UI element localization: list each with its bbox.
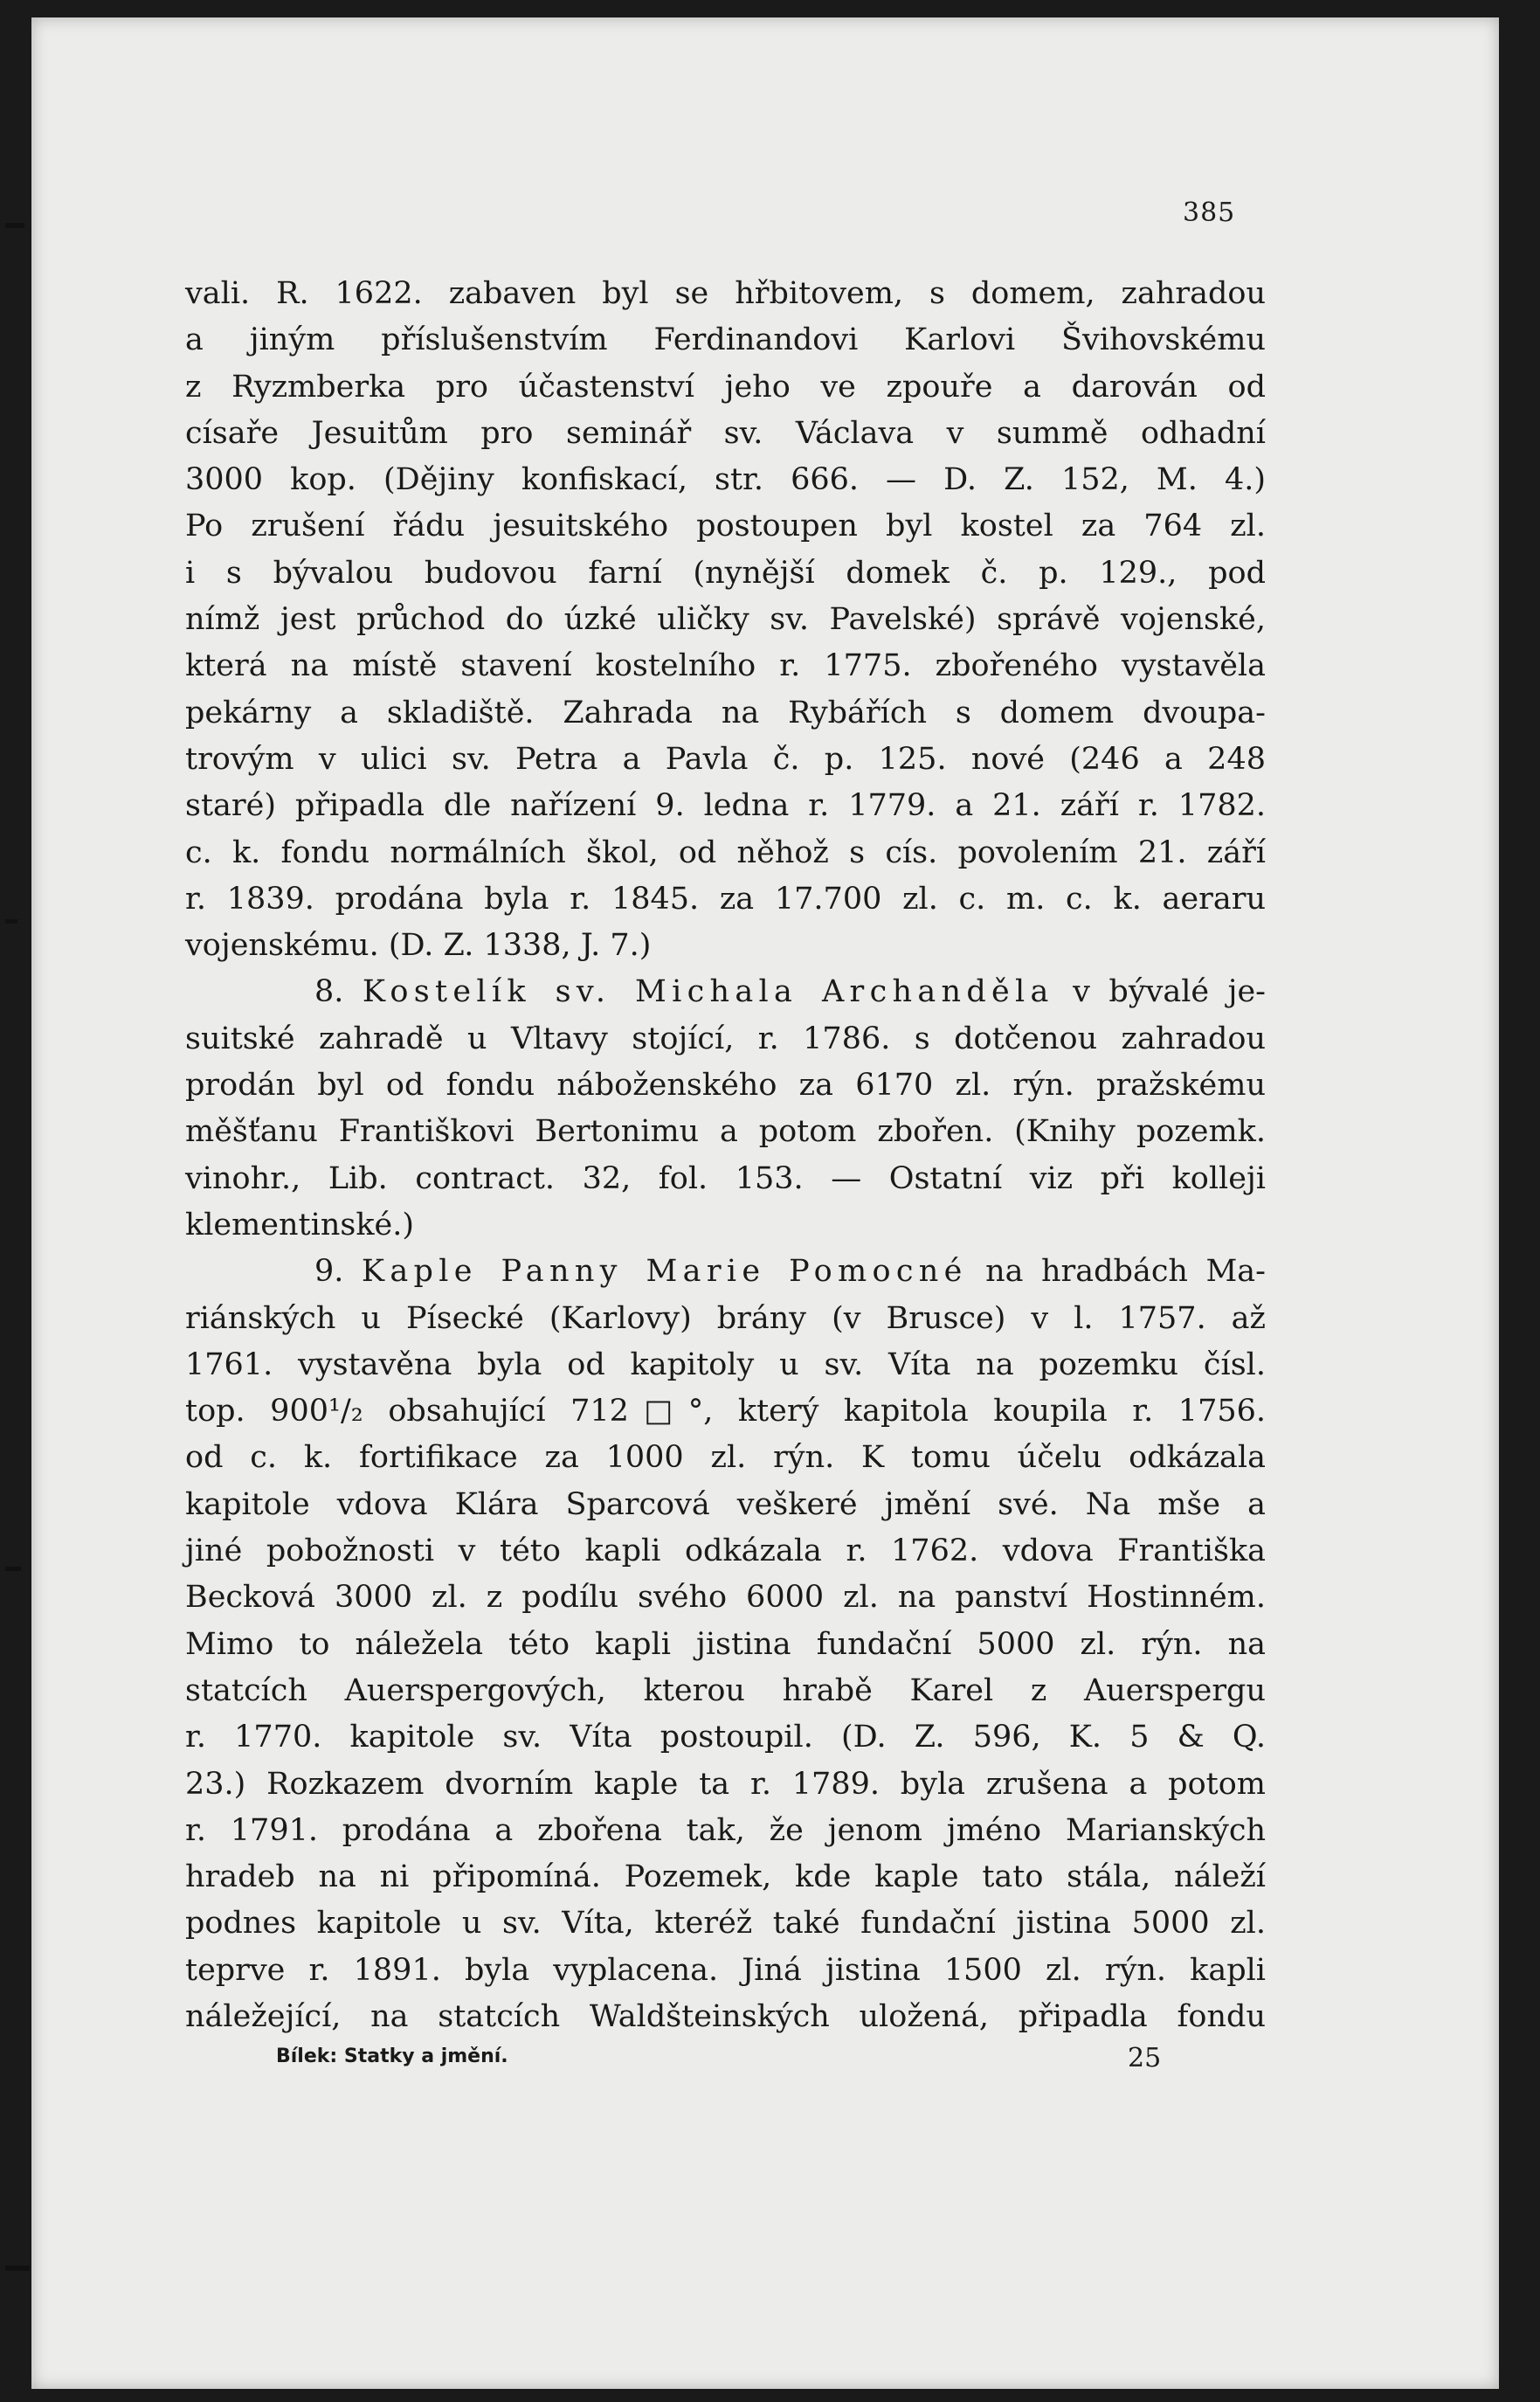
text-line: která na místě stavení kostelního r. 1775. zbořeného vystavěla xyxy=(185,648,1266,684)
text-line: vinohr., Lib. contract. 32, fol. 153. — Ostatní viz při kolleji xyxy=(185,1160,1266,1196)
scan-edge-mark xyxy=(5,223,24,228)
page-number: 385 xyxy=(1183,197,1236,228)
text-line: náležející, na statcích Waldšteinských uložená, připadla fondu xyxy=(185,1998,1266,2034)
text-line: a jiným příslušenstvím Ferdinandovi Karlovi Švihovskému xyxy=(185,322,1266,358)
line-prefix: 9. xyxy=(314,1254,362,1290)
text-line: vojenskému. (D. Z. 1338, J. 7.) xyxy=(185,928,652,964)
text-line: měšťanu Františkovi Bertonimu a potom zbořen. (Knihy pozemk. xyxy=(185,1114,1266,1150)
text-line xyxy=(185,1249,1266,1295)
text-line: 23.) Rozkazem dvorním kaple ta r. 1789. byla zrušena a potom xyxy=(185,1766,1266,1802)
body-text xyxy=(185,271,1266,2040)
text-line: c. k. fondu normálních škol, od něhož s cís. povolením 21. září xyxy=(185,834,1266,870)
text-line: teprve r. 1891. byla vyplacena. Jiná jistina 1500 zl. rýn. kapli xyxy=(185,1952,1266,1988)
text-line: z Ryzmberka pro účastenství jeho ve zpouře a darován od xyxy=(185,369,1266,405)
text-line: r. 1839. prodána byla r. 1845. za 17.700 zl. c. m. c. k. aeraru xyxy=(185,881,1266,917)
text-line: jiné pobožnosti v této kapli odkázala r. 1762. vdova Františka xyxy=(185,1533,1266,1569)
text-line: top. 900¹/₂ obsahující 712□°, který kapitola koupila r. 1756. xyxy=(185,1394,1266,1429)
book-page xyxy=(31,17,1499,2389)
scan-edge-mark xyxy=(5,1567,21,1571)
text-line: Po zrušení řádu jesuitského postoupen byl kostel za 764 zl. xyxy=(185,509,1266,544)
text-line: 1761. vystavěna byla od kapitoly u sv. Víta na pozemku čísl. xyxy=(185,1346,1266,1382)
line-suffix: v bývalé je- xyxy=(1053,974,1266,1010)
text-line: trovým v ulici sv. Petra a Pavla č. p. 125. nové (246 a 248 xyxy=(185,741,1266,777)
text-line: vali. R. 1622. zabaven byl se hřbitovem, s domem, zahradou xyxy=(185,276,1266,311)
text-line: r. 1791. prodána a zbořena tak, že jenom jméno Marianských xyxy=(185,1812,1266,1848)
text-line: od c. k. fortifikace za 1000 zl. rýn. K tomu účelu odkázala xyxy=(185,1440,1266,1476)
footer-signature: Bílek: Statky a jmění. xyxy=(276,2046,508,2067)
text-line: r. 1770. kapitole sv. Víta postoupil. (D. Z. 596, K. 5 & Q. xyxy=(185,1720,1266,1755)
scan-edge-mark xyxy=(5,919,17,924)
text-line: císaře Jesuitům pro seminář sv. Václava v summě odhadní xyxy=(185,415,1266,451)
text-line: podnes kapitole u sv. Víta, kteréž také fundační jistina 5000 zl. xyxy=(185,1906,1266,1942)
text-line: prodán byl od fondu náboženského za 6170 zl. rýn. pražskému xyxy=(185,1068,1266,1104)
text-line: nímž jest průchod do úzké uličky sv. Pavelské) správě vojenské, xyxy=(185,602,1266,638)
text-line: Becková 3000 zl. z podílu svého 6000 zl. na panství Hostinném. xyxy=(185,1580,1266,1616)
text-line xyxy=(185,969,1266,1015)
text-line: Mimo to náležela této kapli jistina fundační 5000 zl. rýn. na xyxy=(185,1626,1266,1662)
line-prefix: 8. xyxy=(314,974,363,1010)
line-suffix: na hradbách Ma- xyxy=(967,1254,1266,1290)
text-line: staré) připadla dle nařízení 9. ledna r. 1779. a 21. září r. 1782. xyxy=(185,788,1266,824)
footer-sheet-number: 25 xyxy=(1128,2043,1162,2073)
text-line: i s bývalou budovou farní (nynější domek č. p. 129., pod xyxy=(185,555,1266,591)
text-line: hradeb na ni připomíná. Pozemek, kde kaple tato stála, náleží xyxy=(185,1859,1266,1895)
section-heading: Kaple Panny Marie Pomocné xyxy=(361,1254,968,1290)
section-heading: Kostelík sv. Michala Archanděla xyxy=(362,974,1054,1010)
text-line: suitské zahradě u Vltavy stojící, r. 1786. s dotčenou zahradou xyxy=(185,1021,1266,1056)
scan-edge-mark xyxy=(5,2266,30,2271)
text-line: statcích Auerspergových, kterou hrabě Karel z Auerspergu xyxy=(185,1672,1266,1708)
text-line: riánských u Písecké (Karlovy) brány (v Brusce) v l. 1757. až xyxy=(185,1300,1266,1336)
text-line: kapitole vdova Klára Sparcová veškeré jmění své. Na mše a xyxy=(185,1486,1266,1522)
text-line: pekárny a skladiště. Zahrada na Rybářích s domem dvoupa- xyxy=(185,695,1266,730)
text-line: klementinské.) xyxy=(185,1207,415,1243)
text-line: 3000 kop. (Dějiny konfiskací, str. 666. — D. Z. 152, M. 4.) xyxy=(185,462,1266,498)
